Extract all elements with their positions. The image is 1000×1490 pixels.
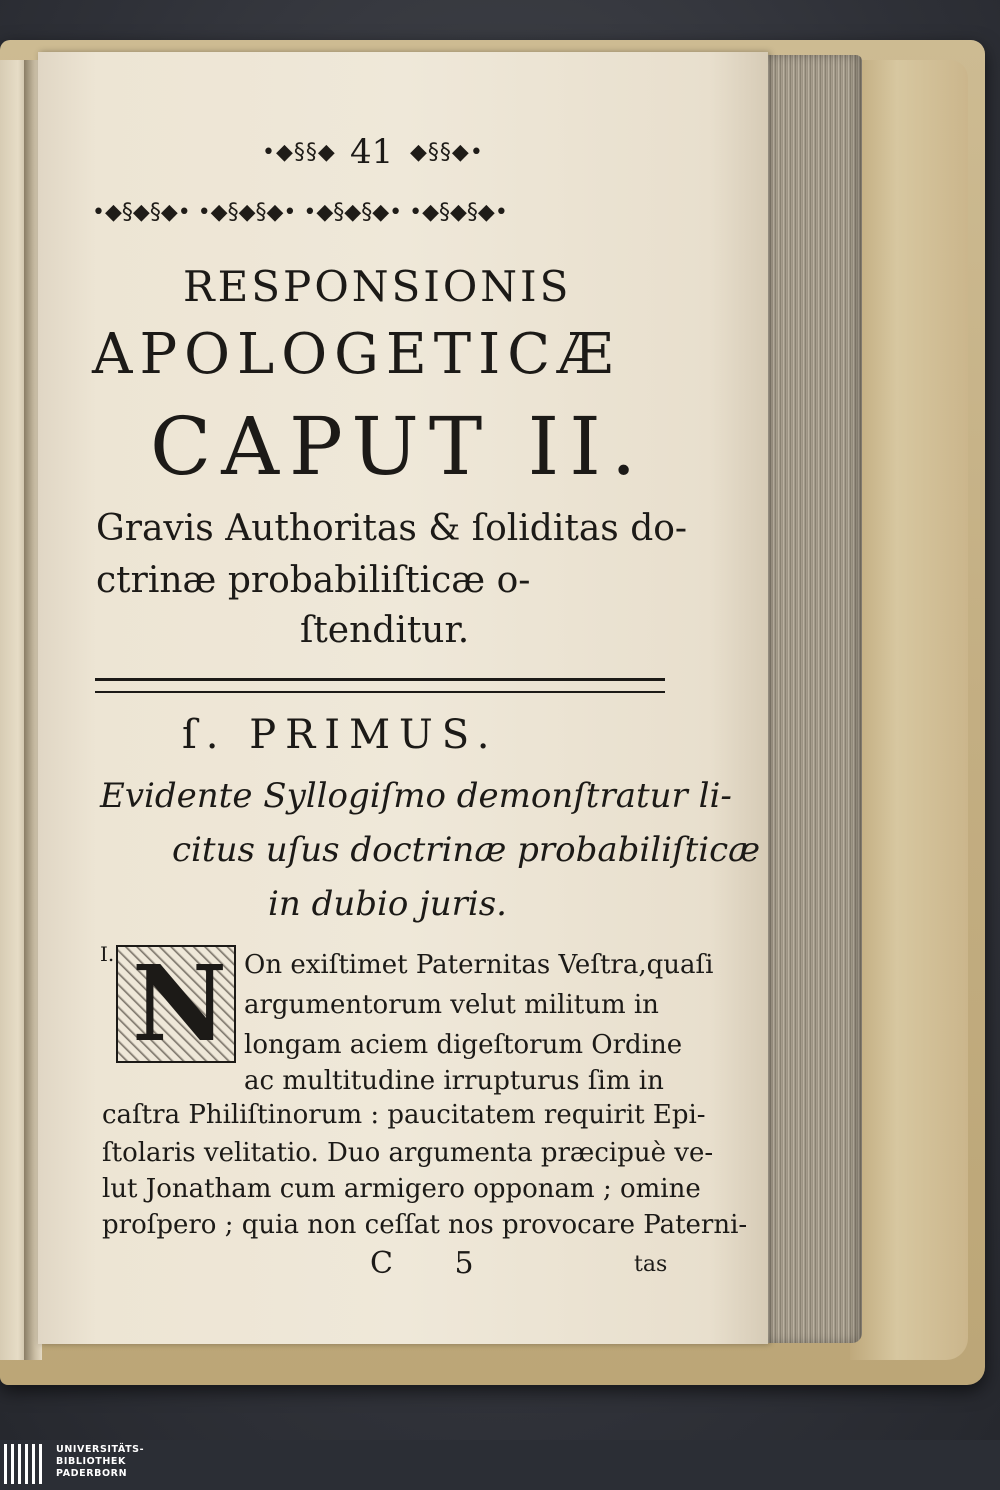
page-block-edges [762,55,862,1343]
horizontal-rule [95,678,665,681]
signature-mark: C 5 [370,1246,500,1281]
heading-caput: CAPUT II. [150,400,647,493]
header-ornament-left: •◆§§◆ [262,140,336,165]
section-subtitle-line-2: citus uſus doctrinæ probabiliſticæ [172,830,761,870]
subtitle-line-1: Gravis Authoritas & ſoliditas do- [96,508,688,549]
body-line-5: caſtra Philiſtinorum : paucitatem requirit Epi- [102,1100,706,1130]
library-name-line-2: BIBLIOTHEK [56,1456,126,1467]
library-footer [0,1440,1000,1490]
body-line-1: On exiſtimet Paternitas Veſtra,quaſi [244,950,714,980]
header-ornament-right: ◆§§◆• [410,140,484,165]
section-subtitle-line-3: in dubio juris. [268,884,507,924]
heading-apologeticae: APOLOGETICÆ [92,322,621,387]
body-line-8: proſpero ; quia non ceſſat nos provocare Paterni- [102,1210,748,1240]
paragraph-number: I. [100,942,115,966]
subtitle-line-3: ſtenditur. [300,610,470,651]
library-name-line-3: PADERBORN [56,1468,128,1479]
decorated-initial [116,942,236,1065]
body-line-4: ac multitudine irrupturus ſim in [244,1066,664,1096]
section-title: ſ. PRIMUS. [182,712,499,758]
page-number: 41 [350,132,394,172]
initial-letter: N [132,942,228,1065]
catchword: tas [634,1252,668,1277]
body-line-3: longam aciem digeſtorum Ordine [244,1030,683,1060]
section-subtitle-line-1: Evidente Syllogiſmo demonſtratur li- [100,776,732,816]
horizontal-rule-thin [95,691,665,693]
body-line-6: ſtolaris velitatio. Duo argumenta præcipuè ve- [102,1138,714,1168]
subtitle-line-2: ctrinæ probabiliſticæ o- [96,560,531,601]
ornamental-band: •◆§◆§◆• •◆§◆§◆• •◆§◆§◆• •◆§◆§◆• [92,200,508,225]
body-line-2: argumentorum velut militum in [244,990,659,1020]
cover-right-edge [850,60,968,1360]
heading-responsionis: RESPONSIONIS [183,262,572,311]
library-logo-icon [4,1444,48,1484]
library-name-line-1: UNIVERSITÄTS- [56,1444,145,1455]
body-line-7: lut Jonatham cum armigero opponam ; omine [102,1174,701,1204]
